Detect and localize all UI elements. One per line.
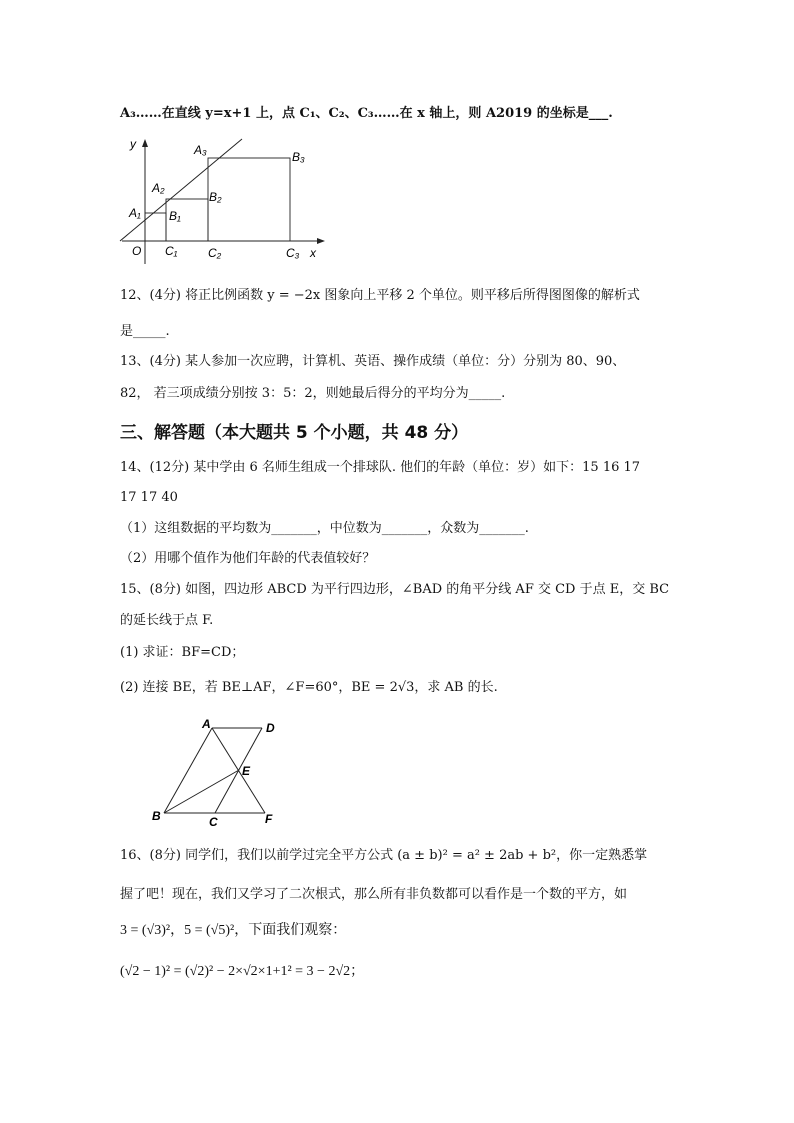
y-axis-label: y (130, 137, 136, 151)
y-axis-arrow (142, 139, 148, 147)
label-A2: A₂ (152, 181, 165, 195)
q12-line1: 12、(4分) 将正比例函数 y = −2x 图象向上平移 2 个单位。则平移后所得图图像的解析式 (120, 288, 640, 303)
segment-AB (164, 728, 212, 813)
q14-line2: 17 17 40 (120, 490, 178, 505)
figure-parallelogram (150, 716, 285, 831)
q15-sub1: (1) 求证：BF=CD； (120, 645, 245, 660)
q13-line2: 82， 若三项成绩分别按 3：5：2，则她最后得分的平均分为_____. (120, 386, 506, 401)
q12-line2: 是_____. (120, 324, 170, 339)
label-C: C (209, 815, 218, 829)
q15-sub2: (2) 连接 BE，若 BE⊥AF，∠F=60°，BE = 2√3，求 AB 的长. (120, 680, 498, 695)
label-A1: A₁ (129, 206, 141, 220)
q16-line3: 3 = (√3)²，5 = (√5)²，下面我们观察： (120, 923, 347, 938)
x-axis-arrow (317, 238, 325, 244)
label-C3: C₃ (286, 246, 300, 260)
label-B3: B₃ (292, 150, 305, 164)
q13-line1: 13、(4分) 某人参加一次应聘，计算机、英语、操作成绩（单位：分）分别为 80、90、 (120, 354, 626, 369)
label-B2: B₂ (209, 190, 222, 204)
q16-line1: 16、(8分) 同学们，我们以前学过完全平方公式 (a ± b)² = a² ± 2ab + b²，你一定熟悉掌 (120, 848, 648, 863)
label-A3: A₃ (194, 143, 207, 157)
origin-label: O (132, 244, 142, 258)
label-B1: B₁ (169, 209, 181, 223)
label-F: F (265, 812, 273, 826)
label-D: D (266, 721, 275, 735)
line-y-equals-x-plus-1 (120, 139, 242, 241)
label-B: B (152, 809, 161, 823)
q14-line1: 14、(12分) 某中学由 6 名师生组成一个排球队. 他们的年龄（单位：岁）如下：15 16 17 (120, 460, 641, 475)
q15-line1: 15、(8分) 如图，四边形 ABCD 为平行四边形，∠BAD 的角平分线 AF 交 CD 于点 E，交 BC (120, 582, 670, 597)
figure-squares-on-line (112, 136, 332, 266)
label-E: E (242, 764, 251, 778)
q14-sub2: （2）用哪个值作为他们年龄的代表值较好？ (120, 551, 376, 566)
x-axis-label: x (310, 246, 316, 260)
segment-BE (164, 770, 239, 813)
section-heading: 三、解答题（本大题共 5 个小题，共 48 分） (120, 423, 469, 443)
q14-sub1: （1）这组数据的平均数为_______，中位数为_______，众数为_______. (120, 521, 529, 536)
label-C2: C₂ (208, 246, 222, 260)
q15-line2: 的延长线于点 F. (120, 613, 214, 628)
label-A: A (202, 717, 211, 731)
q16-line4: (√2 − 1)² = (√2)² − 2×√2×1+1² = 3 − 2√2； (120, 964, 365, 979)
q11-text: A₃……在直线 y=x+1 上，点 C₁、C₂、C₃……在 x 轴上，则 A2019 的坐标是___. (120, 106, 613, 121)
label-C1: C₁ (165, 244, 178, 258)
q16-line2: 握了吧！现在，我们又学习了二次根式，那么所有非负数都可以看作是一个数的平方，如 (120, 887, 628, 902)
